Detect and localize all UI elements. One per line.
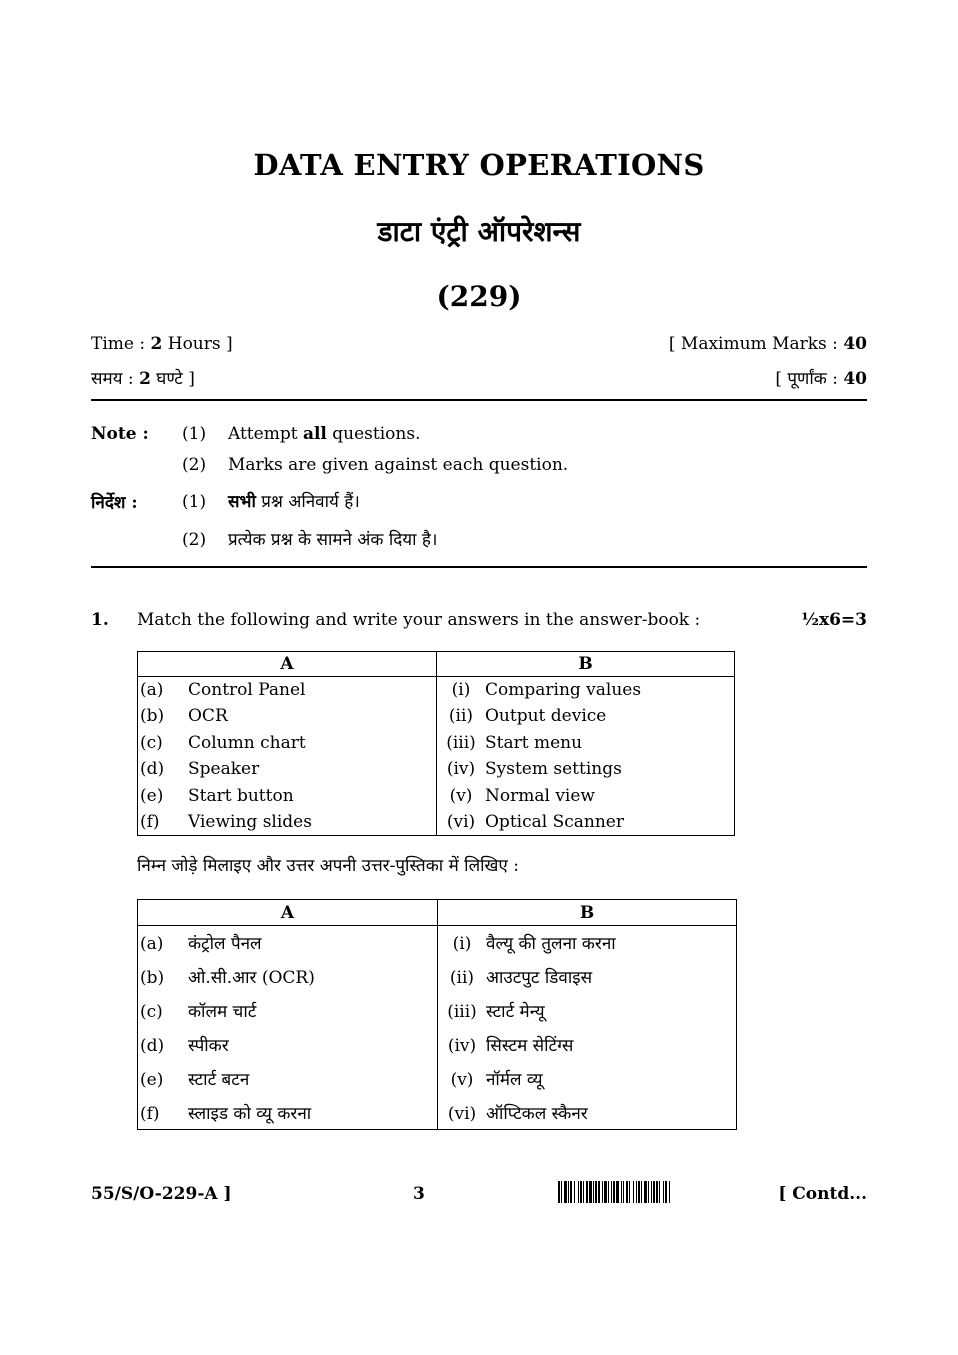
question-text-hindi: निम्न जोड़े मिलाइए और उत्तर अपनी उत्तर-पुस्तिका में लिखिए : (137, 856, 519, 876)
column-a-item: OCR (188, 706, 228, 727)
row-label: (d) (140, 1036, 165, 1056)
row-label: (f) (140, 812, 160, 832)
table-row (138, 960, 737, 994)
table-row (138, 703, 735, 730)
question-number: 1. (91, 610, 109, 630)
contd-label: [ Contd... (778, 1184, 867, 1204)
table-row (138, 783, 735, 810)
row-label: (vi) (447, 1103, 477, 1124)
row-label: (iv) (446, 759, 476, 780)
column-a-item: Viewing slides (188, 812, 312, 832)
match-table-english (137, 651, 735, 836)
time-en-suffix: Hours ] (162, 334, 233, 354)
table-hi-head-a: A (138, 900, 438, 926)
time-hindi (91, 366, 195, 389)
column-a-item: स्पीकर (188, 1036, 229, 1056)
note-hi-1-bold: सभी (228, 492, 256, 512)
note-hi-1-text (228, 489, 360, 512)
page-number: 3 (413, 1184, 425, 1204)
note-en-2-num: (2) (182, 455, 207, 475)
time-hi-suffix: घण्टे ] (150, 369, 195, 389)
note-label-hindi: निर्देश : (91, 493, 138, 513)
column-b-item: ऑप्टिकल स्कैनर (486, 1103, 588, 1124)
table-row (138, 1028, 737, 1062)
match-table-hindi (137, 899, 737, 1130)
column-b-item: वैल्यू की तुलना करना (486, 934, 616, 955)
note-hi-2-text: प्रत्येक प्रश्न के सामने अंक दिया है। (228, 530, 438, 550)
row-label: (c) (140, 732, 163, 753)
note-en-1-pre: Attempt (228, 424, 303, 444)
table-en-head-b: B (437, 652, 735, 677)
column-b-item: Output device (485, 706, 607, 727)
row-label: (f) (140, 1103, 160, 1124)
note-en-2-text: Marks are given against each question. (228, 455, 569, 475)
column-b-item: System settings (485, 759, 622, 780)
note-hi-1-num: (1) (182, 492, 207, 512)
time-hi-label: समय : (91, 369, 140, 389)
column-b-item: Normal view (485, 785, 595, 806)
table-row (138, 730, 735, 757)
note-en-1-post: questions. (326, 424, 421, 444)
table-row (138, 809, 735, 836)
row-label: (c) (140, 1002, 163, 1022)
time-english (91, 334, 233, 354)
marks-hi-value: 40 (843, 369, 867, 389)
row-label: (vi) (446, 812, 476, 832)
column-a-item: कंट्रोल पैनल (188, 934, 262, 955)
paper-code: 55/S/O-229-A ] (91, 1184, 232, 1204)
question-marks: ½x6=3 (801, 610, 867, 630)
time-hi-value: 2 (139, 369, 151, 389)
row-label: (i) (452, 934, 472, 955)
table-row (138, 756, 735, 783)
note-en-1-bold: all (302, 424, 327, 444)
column-b-item: Start menu (485, 732, 583, 753)
column-b-item: सिस्टम सेटिंग्स (486, 1036, 574, 1056)
subject-code: (229) (436, 280, 522, 313)
note-en-1-num: (1) (182, 424, 207, 444)
column-a-item: Control Panel (188, 680, 306, 700)
row-label: (v) (450, 1070, 474, 1090)
row-label: (iii) (447, 1002, 477, 1022)
marks-en-label: [ Maximum Marks : (668, 334, 844, 354)
row-label: (b) (140, 968, 165, 988)
column-a-item: Speaker (188, 759, 260, 780)
marks-hi-label: [ पूर्णांक : (775, 369, 844, 389)
row-label: (a) (140, 680, 164, 700)
max-marks-hindi (775, 366, 867, 389)
row-label: (iv) (447, 1036, 477, 1056)
note-hi-2-num: (2) (182, 530, 207, 550)
row-label: (a) (140, 934, 164, 955)
row-label: (e) (140, 785, 164, 806)
column-b-item: नॉर्मल व्यू (486, 1070, 543, 1090)
column-b-item: स्टार्ट मेन्यू (486, 1002, 545, 1022)
note-label-english: Note : (91, 424, 149, 444)
table-row (138, 677, 735, 704)
column-a-item: स्टार्ट बटन (188, 1070, 250, 1090)
note-en-1-text (228, 424, 421, 444)
top-divider (91, 399, 867, 401)
column-a-item: Column chart (188, 732, 306, 753)
row-label: (i) (451, 680, 471, 700)
barcode-bar (670, 1181, 671, 1203)
column-a-item: कॉलम चार्ट (188, 1002, 257, 1022)
title-hindi: डाटा एंट्री ऑपरेशन्स (377, 215, 581, 248)
notes-divider (91, 566, 867, 568)
row-label: (e) (140, 1070, 164, 1090)
marks-en-value: 40 (843, 334, 867, 354)
row-label: (ii) (448, 706, 474, 727)
row-label: (v) (449, 785, 473, 806)
table-row (138, 926, 737, 960)
note-hi-1-post: प्रश्न अनिवार्य हैं। (255, 492, 360, 512)
column-b-item: Optical Scanner (485, 812, 624, 832)
table-hi-head-b: B (438, 900, 737, 926)
row-label: (d) (140, 759, 165, 780)
row-label: (iii) (446, 732, 476, 753)
column-a-item: Start button (188, 785, 294, 806)
table-row (138, 994, 737, 1028)
column-b-item: Comparing values (485, 680, 642, 700)
row-label: (b) (140, 706, 165, 727)
table-row (138, 1096, 737, 1130)
table-row (138, 1062, 737, 1096)
column-a-item: ओ.सी.आर (OCR) (188, 968, 315, 988)
title-english: DATA ENTRY OPERATIONS (253, 148, 705, 182)
time-en-label: Time : (91, 334, 151, 354)
barcode (558, 1181, 772, 1203)
row-label: (ii) (449, 968, 475, 988)
column-a-item: स्लाइड को व्यू करना (188, 1103, 312, 1124)
column-b-item: आउटपुट डिवाइस (486, 968, 593, 988)
time-en-value: 2 (150, 334, 163, 354)
max-marks-english (669, 334, 867, 354)
question-text-english: Match the following and write your answers in the answer-book : (137, 610, 701, 630)
table-en-head-a: A (138, 652, 437, 677)
